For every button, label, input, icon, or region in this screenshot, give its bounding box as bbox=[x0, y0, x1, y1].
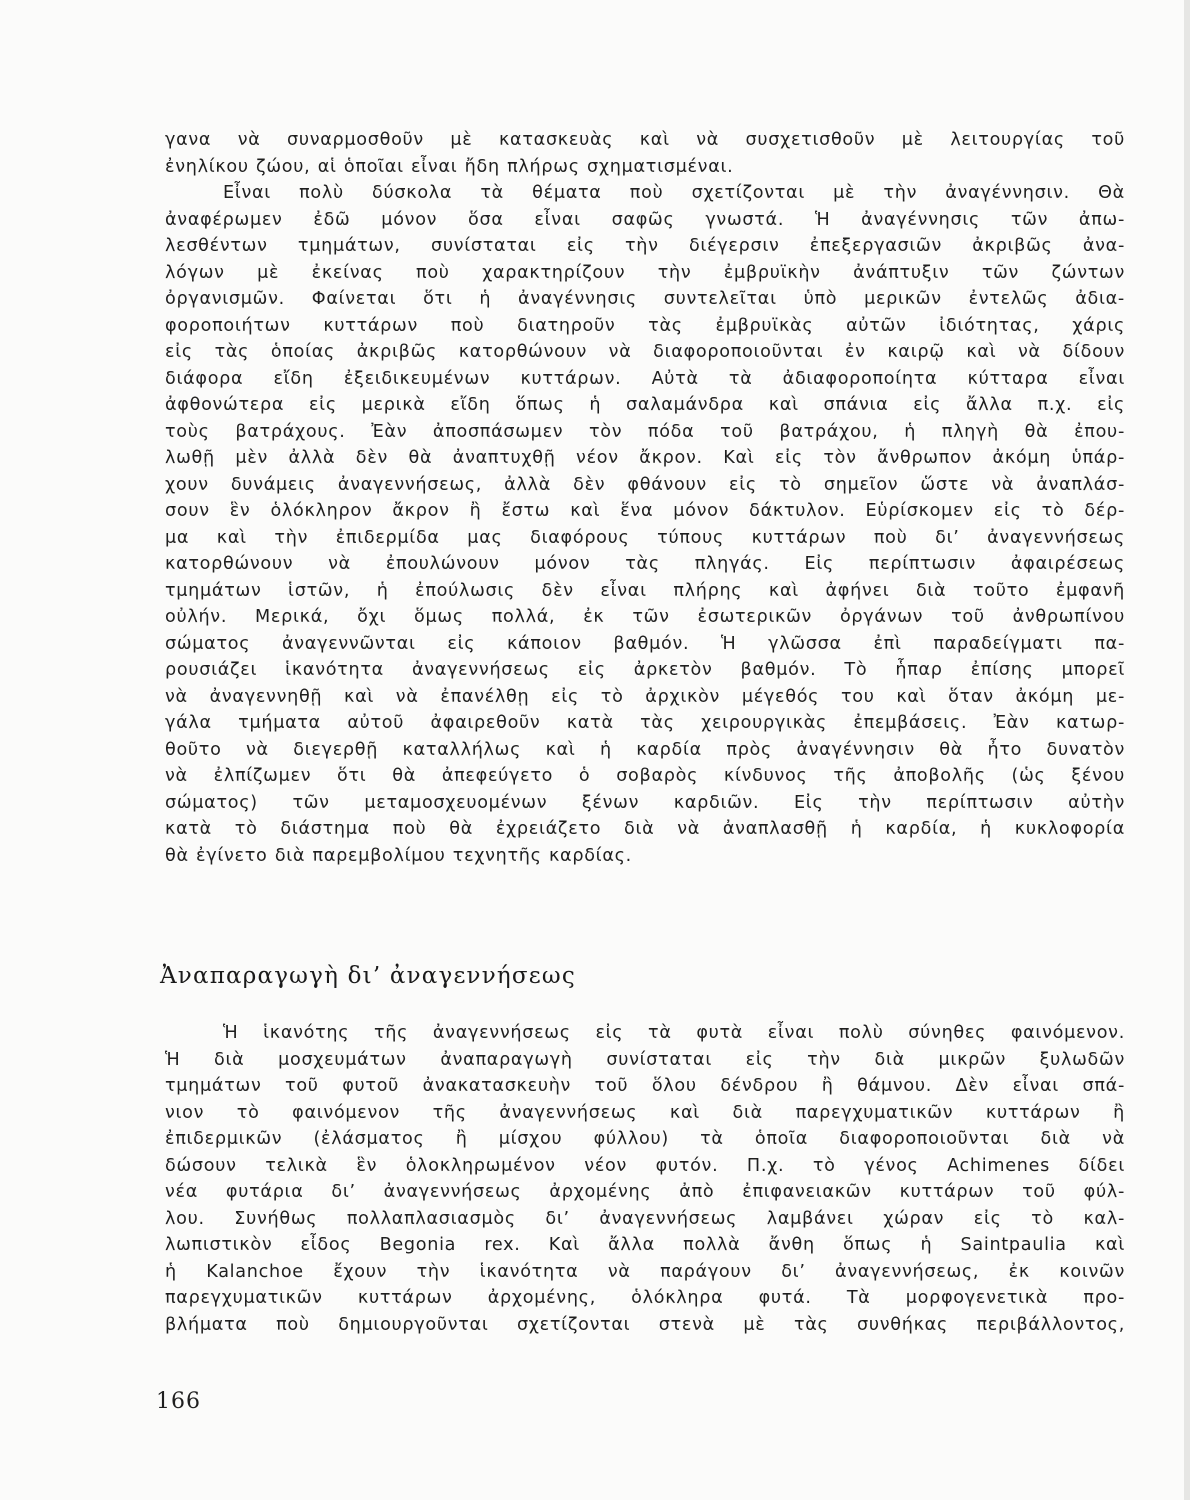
text-line: βλήματα ποὺ δημιουργοῦνται σχετίζονται στενὰ μὲ τὰς συνθήκας περιβάλλοντος, bbox=[165, 1314, 1125, 1335]
text-line: κατορθώνουν νὰ ἐπουλώνουν μόνον τὰς πληγάς. Εἰς περίπτωσιν ἀφαιρέσεως bbox=[165, 554, 1125, 574]
section-heading: Ἀναπαραγωγὴ δι’ ἀναγεννήσεως bbox=[160, 963, 576, 989]
text-line: γάλα τμήματα αὐτοῦ ἀφαιρεθοῦν κατὰ τὰς χειρουργικὰς ἐπεμβάσεις. Ἐὰν κατωρ- bbox=[165, 713, 1125, 733]
text-line: ἀφθονώτερα εἰς μερικὰ εἴδη ὅπως ἡ σαλαμάνδρα καὶ σπάνια εἰς ἄλλα π.χ. εἰς bbox=[165, 395, 1125, 415]
text-line: ὀργανισμῶν. Φαίνεται ὅτι ἡ ἀναγέννησις συντελεῖται ὑπὸ μερικῶν ἐντελῶς ἀδια- bbox=[165, 289, 1125, 309]
text-line: φοροποιήτων κυττάρων ποὺ διατηροῦν τὰς ἐμβρυϊκὰς αὐτῶν ἰδιότητας, χάρις bbox=[165, 315, 1125, 336]
text-line: σώματος ἀναγεννῶνται εἰς κάποιον βαθμόν. Ἡ γλῶσσα ἐπὶ παραδείγματι πα- bbox=[165, 633, 1125, 654]
text-line: σουν ἓν ὁλόκληρον ἄκρον ἢ ἔστω καὶ ἕνα μόνον δάκτυλον. Εὑρίσκομεν εἰς τὸ δέρ- bbox=[165, 501, 1125, 521]
text-line: νὰ ἀναγεννηθῇ καὶ νὰ ἐπανέλθῃ εἰς τὸ ἀρχικὸν μέγεθός του καὶ ὅταν ἀκόμη με- bbox=[165, 686, 1125, 707]
text-line: νέα φυτάρια δι’ ἀναγεννήσεως ἀρχομένης ἀπὸ ἐπιφανειακῶν κυττάρων τοῦ φύλ- bbox=[165, 1182, 1125, 1202]
page-edge bbox=[1184, 0, 1190, 1500]
text-line: ἐνηλίκου ζώου, αἱ ὁποῖαι εἶναι ἤδη πλήρως σχηματισμέναι. bbox=[165, 156, 734, 177]
main-text bbox=[165, 127, 1125, 869]
text-line: θὰ ἐγίνετο διὰ παρεμβολίμου τεχνητῆς καρδίας. bbox=[165, 845, 632, 866]
text-line: λωθῇ μὲν ἀλλὰ δὲν θὰ ἀναπτυχθῇ νέον ἄκρον. Καὶ εἰς τὸν ἄνθρωπον ἀκόμη ὑπάρ- bbox=[165, 448, 1125, 468]
text-line: τοὺς βατράχους. Ἐὰν ἀποσπάσωμεν τὸν πόδα τοῦ βατράχου, ἡ πληγὴ θὰ ἐπου- bbox=[165, 421, 1125, 442]
text-line: Εἶναι πολὺ δύσκολα τὰ θέματα ποὺ σχετίζονται μὲ τὴν ἀναγέννησιν. Θὰ bbox=[223, 183, 1125, 203]
text-line: ἐπιδερμικῶν (ἐλάσματος ἢ μίσχου φύλλου) τὰ ὁποῖα διαφοροποιοῦνται διὰ νὰ bbox=[165, 1129, 1125, 1149]
text-line: ἀναφέρωμεν ἐδῶ μόνον ὅσα εἶναι σαφῶς γνωστά. Ἡ ἀναγέννησις τῶν ἀπω- bbox=[165, 209, 1125, 230]
text-line: τμημάτων τοῦ φυτοῦ ἀνακατασκευὴν τοῦ ὅλου δένδρου ἢ θάμνου. Δὲν εἶναι σπά- bbox=[165, 1076, 1125, 1096]
text-line: νὰ ἐλπίζωμεν ὅτι θὰ ἀπεφεύγετο ὁ σοβαρὸς κίνδυνος τῆς ἀποβολῆς (ὡς ξένου bbox=[165, 766, 1125, 786]
text-line: λόγων μὲ ἐκείνας ποὺ χαρακτηρίζουν τὴν ἐμβρυϊκὴν ἀνάπτυξιν τῶν ζώντων bbox=[165, 262, 1125, 283]
text-line: γανα νὰ συναρμοσθοῦν μὲ κατασκευὰς καὶ νὰ συσχετισθοῦν μὲ λειτουργίας τοῦ bbox=[165, 130, 1125, 150]
text-line: διάφορα εἴδη ἐξειδικευμένων κυττάρων. Αὐτὰ τὰ ἀδιαφοροποίητα κύτταρα εἶναι bbox=[165, 368, 1125, 389]
text-line: Ἡ διὰ μοσχευμάτων ἀναπαραγωγὴ συνίσταται εἰς τὴν διὰ μικρῶν ξυλωδῶν bbox=[165, 1049, 1125, 1070]
text-line: Ἡ ἱκανότης τῆς ἀναγεννήσεως εἰς τὰ φυτὰ εἶναι πολὺ σύνηθες φαινόμενον. bbox=[223, 1023, 1125, 1043]
text-line: κατὰ τὸ διάστημα ποὺ θὰ ἐχρειάζετο διὰ νὰ ἀναπλασθῇ ἡ καρδία, ἡ κυκλοφορία bbox=[165, 819, 1125, 839]
text-line: νιον τὸ φαινόμενον τῆς ἀναγεννήσεως καὶ διὰ παρεγχυματικῶν κυττάρων ἢ bbox=[165, 1102, 1125, 1123]
text-line: ρουσιάζει ἱκανότητα ἀναγεννήσεως εἰς ἀρκετὸν βαθμόν. Τὸ ἧπαρ ἐπίσης μπορεῖ bbox=[165, 660, 1125, 680]
text-line: λου. Συνήθως πολλαπλασιασμὸς δι’ ἀναγεννήσεως λαμβάνει χώραν εἰς τὸ καλ- bbox=[165, 1208, 1125, 1229]
page-number: 166 bbox=[156, 1389, 201, 1414]
text-line: θοῦτο νὰ διεγερθῇ καταλλήλως καὶ ἡ καρδία πρὸς ἀναγέννησιν θὰ ἦτο δυνατὸν bbox=[165, 739, 1125, 760]
text-line: χουν δυνάμεις ἀναγεννήσεως, ἀλλὰ δὲν φθάνουν εἰς τὸ σημεῖον ὥστε νὰ ἀναπλάσ- bbox=[165, 474, 1125, 495]
text-line: οὐλήν. Μερικά, ὄχι ὅμως πολλά, ἐκ τῶν ἐσωτερικῶν ὀργάνων τοῦ ἀνθρωπίνου bbox=[165, 607, 1125, 627]
text-line: ἡ Kalanchoe ἔχουν τὴν ἱκανότητα νὰ παράγουν δι’ ἀναγεννήσεως, ἐκ κοινῶν bbox=[165, 1261, 1125, 1282]
text-line: μα καὶ τὴν ἐπιδερμίδα μας διαφόρους τύπους κυττάρων ποὺ δι’ ἀναγεννήσεως bbox=[165, 527, 1125, 548]
text-line: δώσουν τελικὰ ἓν ὁλοκληρωμένον νέον φυτόν. Π.χ. τὸ γένος Achimenes δίδει bbox=[165, 1155, 1125, 1176]
text-line: λεσθέντων τμημάτων, συνίσταται εἰς τὴν διέγερσιν ἐπεξεργασιῶν ἀκριβῶς ἀνα- bbox=[165, 236, 1125, 256]
text-line: εἰς τὰς ὁποίας ἀκριβῶς κατορθώνουν νὰ διαφοροποιοῦνται ἐν καιρῷ καὶ νὰ δίδουν bbox=[165, 342, 1125, 362]
text-line: σώματος) τῶν μεταμοσχευομένων ξένων καρδιῶν. Εἰς τὴν περίπτωσιν αὐτὴν bbox=[165, 792, 1125, 813]
text-line: παρεγχυματικῶν κυττάρων ἀρχομένης, ὁλόκληρα φυτά. Τὰ μορφογενετικὰ προ- bbox=[165, 1288, 1125, 1308]
text-line: λωπιστικὸν εἶδος Begonia rex. Καὶ ἄλλα πολλὰ ἄνθη ὅπως ἡ Saintpaulia καὶ bbox=[165, 1235, 1125, 1255]
text-line: τμημάτων ἱστῶν, ἡ ἐπούλωσις δὲν εἶναι πλήρης καὶ ἀφήνει διὰ τοῦτο ἐμφανῆ bbox=[165, 580, 1125, 601]
section-text bbox=[165, 1020, 1125, 1338]
